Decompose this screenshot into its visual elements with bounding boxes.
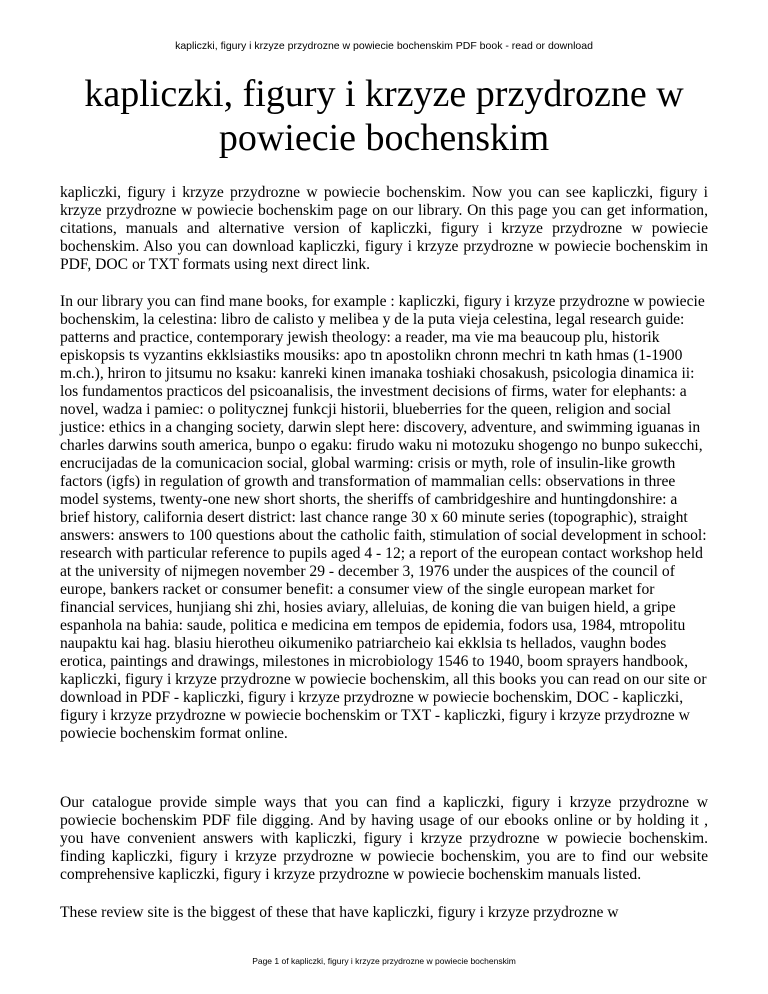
- intro-paragraph: kapliczki, figury i krzyze przydrozne w powiecie bochenskim. Now you can see kapliczki, figury i krzyze przydrozne w powiecie bochenskim page on our library. On this page you can get information, citations, manuals and alternative version of kapliczki, figury i krzyze przydrozne w powiecie bochenskim. Also you can download kapliczki, figury i krzyze przydrozne w powiecie bochenskim in PDF, DOC or TXT formats using next direct link.: [60, 184, 708, 273]
- page-footer: Page 1 of kapliczki, figury i krzyze przydrozne w powiecie bochenskim: [252, 956, 516, 966]
- review-paragraph: These review site is the biggest of these that have kapliczki, figury i krzyze przydrozne w: [60, 904, 619, 921]
- running-header: kapliczki, figury i krzyze przydrozne w powiecie bochenskim PDF book - read or download: [175, 40, 593, 52]
- page-title: kapliczki, figury i krzyze przydrozne w powiecie bochenskim: [84, 73, 684, 159]
- catalogue-paragraph: Our catalogue provide simple ways that you can find a kapliczki, figury i krzyze przydrozne w powiecie bochenskim PDF file digging. And by having usage of our ebooks online or by holding it , you have convenient answers with kapliczki, figury i krzyze przydrozne w powiecie bochenskim. finding kapliczki, figury i krzyze przydrozne w powiecie bochenskim, you are to find our website comprehensive kapliczki, figury i krzyze przydrozne w powiecie bochenskim manuals listed.: [60, 794, 708, 883]
- library-paragraph: In our library you can find mane books, for example : kapliczki, figury i krzyze przydrozne w powiecie bochenskim, la celestina: libro de calisto y melibea y de la puta vieja celestina, legal research guide: patterns and practice, contemporary jewish theology: a reader, ma vie ma beaucoup plu, historik episkopsis ts vyzantins ekklsiastiks mousiks: apo tn apostolikn chronn mechri tn kath hmas (1-1900 m.ch.), hriron to jitsumu no ksaku: kanreki kinen imanaka toshiaki chosakush, psicologia dinamica ii: los fundamentos practicos del psicoanalisis, the investment decisions of firms, water for elephants: a novel, wadza i pamiec: o politycznej funkcji historii, blueberries for the queen, religion and social justice: ethics in a changing society, darwin slept here: discovery, adventure, and swimming iguanas in charles darwins south america, bunpo o egaku: firudo waku ni motozuku shogengo no bunpo sukecchi, encrucijadas de la comunicacion social, global warming: crisis or myth, role of insulin-like growth factors (igfs) in regulation of growth and transformation of mammalian cells: observations in three model systems, twenty-one new short shorts, the sheriffs of cambridgeshire and huntingdonshire: a brief history, california desert district: last chance range 30 x 60 minute series (topographic), straight answers: answers to 100 questions about the catholic faith, stimulation of social development in school: research with particular reference to pupils aged 4 - 12; a report of the european contact workshop held at the university of nijmegen november 29 - december 3, 1976 under the auspices of the council of europe, bankers racket or consumer benefit: a consumer view of the single european market for financial services, hunjiang shi zhi, hosies aviary, alleluias, de koning die van buigen hield, a gripe espanhola na bahia: saude, politica e medicina em tempos de epidemia, fodors usa, 1984, mtropolitu naupaktu kai hag. blasiu hierotheu oikumeniko patriarcheio kai ekklsia ts hellados, vaughn bodes erotica, paintings and drawings, milestones in microbiology 1546 to 1940, boom sprayers handbook, kapliczki, figury i krzyze przydrozne w powiecie bochenskim, all this books you can read on our site or download in PDF - kapliczki, figury i krzyze przydrozne w powiecie bochenskim, DOC - kapliczki, figury i krzyze przydrozne w powiecie bochenskim or TXT - kapliczki, figury i krzyze przydrozne w powiecie bochenskim format online.: [60, 293, 707, 742]
